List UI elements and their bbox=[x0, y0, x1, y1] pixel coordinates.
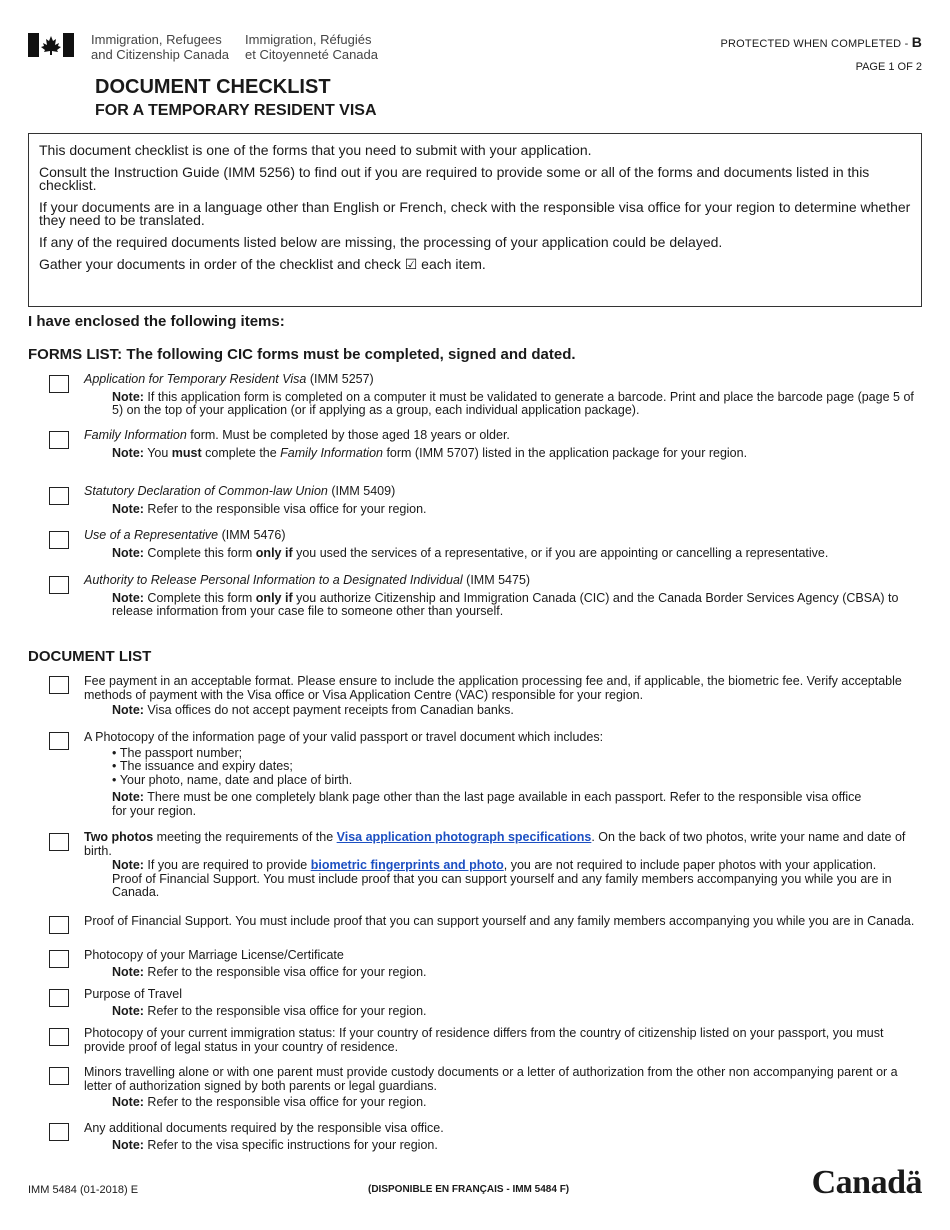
intro-paragraph: If your documents are in a language other than English or French, check with the responsible visa office for your region to determine whether they need to be translated. bbox=[39, 199, 911, 228]
protected-label: PROTECTED WHEN COMPLETED - B bbox=[720, 34, 922, 50]
checkbox-imm5257[interactable] bbox=[49, 375, 69, 393]
intro-paragraph: Consult the Instruction Guide (IMM 5256) to find out if you are required to provide some or all of the forms and documents listed in this checklist. bbox=[39, 164, 870, 193]
checkbox-passport-copy[interactable] bbox=[49, 732, 69, 750]
document-list-heading: DOCUMENT LIST bbox=[28, 648, 152, 665]
form-item-imm5257: Application for Temporary Resident Visa (IMM 5257) Note: If this application form is completed on a computer it must be validated to generate a barcode. Print and place the barcode page (page 5 of 5) on the top of your application (or if applying as a group, each individual application package). bbox=[84, 372, 914, 417]
form-item-imm5476: Use of a Representative (IMM 5476) Note: Complete this form only if you used the services of a representative, or if you are appointing or cancelling a representative. bbox=[84, 528, 829, 560]
doc-item-marriage-license: Photocopy of your Marriage License/Certificate Note: Refer to the responsible visa office for your region. bbox=[84, 948, 427, 979]
photo-specifications-link[interactable]: Visa application photograph specifications bbox=[336, 830, 592, 844]
checkbox-imm5475[interactable] bbox=[49, 576, 69, 594]
intro-paragraph: Gather your documents in order of the checklist and check ☑ each item. bbox=[39, 256, 486, 272]
checkbox-marriage-license[interactable] bbox=[49, 950, 69, 968]
intro-paragraph: This document checklist is one of the forms that you need to submit with your application. bbox=[39, 142, 592, 158]
checkbox-two-photos[interactable] bbox=[49, 833, 69, 851]
forms-list-heading: FORMS LIST: The following CIC forms must be completed, signed and dated. bbox=[28, 346, 576, 363]
doc-item-financial-support: Proof of Financial Support. You must include proof that you can support yourself and any family members accompanying you while you are in Canada. bbox=[84, 914, 915, 928]
form-item-imm5409: Statutory Declaration of Common-law Union (IMM 5409) Note: Refer to the responsible visa office for your region. bbox=[84, 484, 427, 516]
page-subtitle: FOR A TEMPORARY RESIDENT VISA bbox=[95, 102, 377, 119]
checkbox-imm5409[interactable] bbox=[49, 487, 69, 505]
department-name-english: Immigration, Refugees and Citizenship Canada bbox=[91, 32, 230, 62]
form-item-family-information: Family Information form. Must be completed by those aged 18 years or older. Note: You must complete the Family Information form (IMM 5707) listed in the application package for your region. bbox=[84, 428, 748, 460]
checkbox-fee-payment[interactable] bbox=[49, 676, 69, 694]
french-availability-note: (DISPONIBLE EN FRANÇAIS - IMM 5484 F) bbox=[368, 1184, 570, 1195]
checkbox-immigration-status[interactable] bbox=[49, 1028, 69, 1046]
doc-item-fee-payment: Fee payment in an acceptable format. Please ensure to include the application processing fee and, if applicable, the biometric fee. Verify acceptable methods of payment with the Visa office or Visa Application Centre (VAC) responsible for your region. Note: Visa offices do not accept payment receipts from Canadian banks. bbox=[84, 674, 902, 717]
department-name-french: Immigration, Réfugiés et Citoyenneté Canada bbox=[245, 32, 378, 62]
intro-paragraph: If any of the required documents listed below are missing, the processing of your application could be delayed. bbox=[39, 234, 723, 250]
form-item-imm5475: Authority to Release Personal Information to a Designated Individual (IMM 5475) Note: Complete this form only if you authorize Citizenship and Immigration Canada (CIC) and the Canada Border Services Agency (CBSA) to release information from your case file to someone other than yourself. bbox=[84, 573, 899, 618]
canada-flag-icon bbox=[28, 33, 74, 57]
doc-item-immigration-status: Photocopy of your current immigration status: If your country of residence differs from the country of citizenship listed on your passport, you must provide proof of legal status in your country of residence. bbox=[84, 1026, 884, 1054]
enclosed-heading: I have enclosed the following items: bbox=[28, 313, 285, 330]
form-identifier: IMM 5484 (01-2018) E bbox=[28, 1184, 139, 1196]
checkbox-minors-documents[interactable] bbox=[49, 1067, 69, 1085]
doc-item-minors-documents: Minors travelling alone or with one parent must provide custody documents or a letter of authorization from the other non accompanying parent or a letter of authorization signed by both parents or legal guardians. Note: Refer to the responsible visa office for your region. bbox=[84, 1065, 898, 1109]
checkbox-purpose-of-travel[interactable] bbox=[49, 989, 69, 1007]
checkbox-additional-documents[interactable] bbox=[49, 1123, 69, 1141]
page-title: DOCUMENT CHECKLIST bbox=[95, 76, 331, 98]
checkbox-financial-support[interactable] bbox=[49, 916, 69, 934]
doc-item-two-photos: Two photos meeting the requirements of the Visa application photograph specifications. On the back of two photos, write your name and date of birth. Note: If you are required to provide biometric fingerprints and photo, you are not required to include paper photos with your application. Proof of Financial Support. You must include proof that you can support yourself and any family members accompanying you while you are in Canada. bbox=[84, 830, 906, 899]
doc-item-passport-copy: A Photocopy of the information page of your valid passport or travel document which includes: • The passport number; • The issuance and expiry dates; • Your photo, name, date and place of birth. Note: There must be one completely blank page other than the last page available in each passport. Refer to the responsible visa office for your region. bbox=[84, 730, 862, 818]
doc-item-additional-documents: Any additional documents required by the responsible visa office. Note: Refer to the visa specific instructions for your region. bbox=[84, 1121, 444, 1152]
canada-wordmark-logo: Canadä bbox=[811, 1164, 922, 1201]
page-number: PAGE 1 OF 2 bbox=[855, 61, 922, 73]
checkbox-imm5476[interactable] bbox=[49, 531, 69, 549]
doc-item-purpose-of-travel: Purpose of Travel Note: Refer to the responsible visa office for your region. bbox=[84, 987, 427, 1018]
checkbox-family-information[interactable] bbox=[49, 431, 69, 449]
biometrics-link[interactable]: biometric fingerprints and photo bbox=[310, 858, 504, 872]
intro-box bbox=[28, 133, 922, 307]
